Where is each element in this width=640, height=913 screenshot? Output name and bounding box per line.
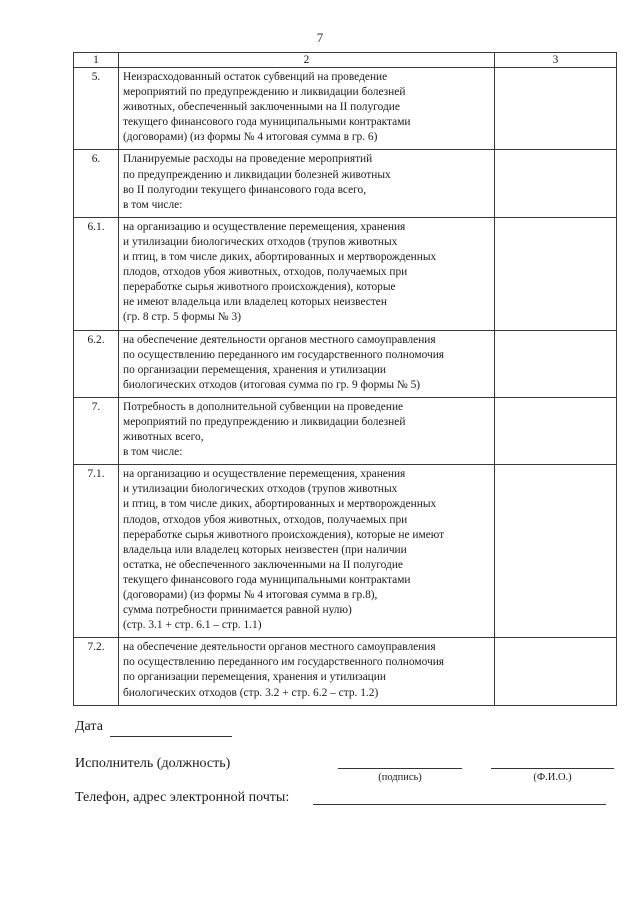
row-number: 5. [74,68,119,150]
column-header-1: 1 [74,53,119,68]
row-number: 7. [74,397,119,464]
row-description: на организацию и осуществление перемещения, хранения и утилизации биологических отходов (трупов животных и птиц, в том числе диких, абортированных и мертворожденных плодов, отходов убоя животных, отходов, получаемых при переработке сырья животного происхождения), которые не имеют владельца или владелец которых неизвестен (гр. 8 стр. 5 формы № 3) [119,217,495,330]
row-description: Потребность в дополнительной субвенции на проведение мероприятий по предупреждению и ликвидации болезней животных всего, в том числе: [119,397,495,464]
column-header-3: 3 [495,53,617,68]
report-table [73,52,617,706]
row-value-cell[interactable] [495,397,617,464]
page-number: 7 [316,30,324,45]
row-number: 6.2. [74,330,119,397]
table-row [74,465,617,638]
date-field-line[interactable] [110,736,232,737]
table-row [74,68,617,150]
table-row [74,150,617,217]
signature-caption: (подпись) [378,772,422,783]
phone-email-label: Телефон, адрес электронной почты: [75,790,290,805]
date-label: Дата [75,719,103,734]
row-value-cell[interactable] [495,68,617,150]
row-description: на обеспечение деятельности органов местного самоуправления по осуществлению переданного им государственного полномочия по организации перемещения, хранения и утилизации биологических отходов (стр. 3.2 + стр. 6.2 – стр. 1.2) [119,638,495,705]
phone-email-field-line[interactable] [313,804,606,805]
table-row [74,217,617,330]
fio-field-line[interactable] [491,768,614,769]
row-number: 6. [74,150,119,217]
row-value-cell[interactable] [495,217,617,330]
row-number: 7.1. [74,465,119,638]
row-number: 7.2. [74,638,119,705]
row-value-cell[interactable] [495,330,617,397]
row-number: 6.1. [74,217,119,330]
table-row [74,397,617,464]
executor-label: Исполнитель (должность) [75,756,231,771]
table-row [74,330,617,397]
row-description: на обеспечение деятельности органов местного самоуправления по осуществлению переданного им государственного полномочия по организации перемещения, хранения и утилизации биологических отходов (итоговая сумма по гр. 9 формы № 5) [119,330,495,397]
row-description: Неизрасходованный остаток субвенций на проведение мероприятий по предупреждению и ликвидации болезней животных, обеспеченный заключенными на II полугодие текущего финансового года муниципальными контрактами (договорами) (из формы № 4 итоговая сумма в гр. 6) [119,68,495,150]
table-row [74,638,617,705]
row-value-cell[interactable] [495,465,617,638]
row-description: Планируемые расходы на проведение мероприятий по предупреждению и ликвидации болезней животных во II полугодии текущего финансового года всего, в том числе: [119,150,495,217]
table-header-row [74,53,617,68]
row-value-cell[interactable] [495,638,617,705]
row-description: на организацию и осуществление перемещения, хранения и утилизации биологических отходов (трупов животных и птиц, в том числе диких, абортированных и мертворожденных плодов, отходов убоя животных, отходов, получаемых при переработке сырья животного происхождения), которые не имеют владельца или владелец которых неизвестен (при наличии остатка, не обеспеченного заключенными на II полугодие текущего финансового года муниципальными контрактами (договорами) (из формы № 4 итоговая сумма в гр.8), сумма потребности принимается равной нулю) (стр. 3.1 + стр. 6.1 – стр. 1.1) [119,465,495,638]
fio-caption: (Ф.И.О.) [533,772,572,783]
row-value-cell[interactable] [495,150,617,217]
column-header-2: 2 [119,53,495,68]
signature-field-line[interactable] [338,768,462,769]
